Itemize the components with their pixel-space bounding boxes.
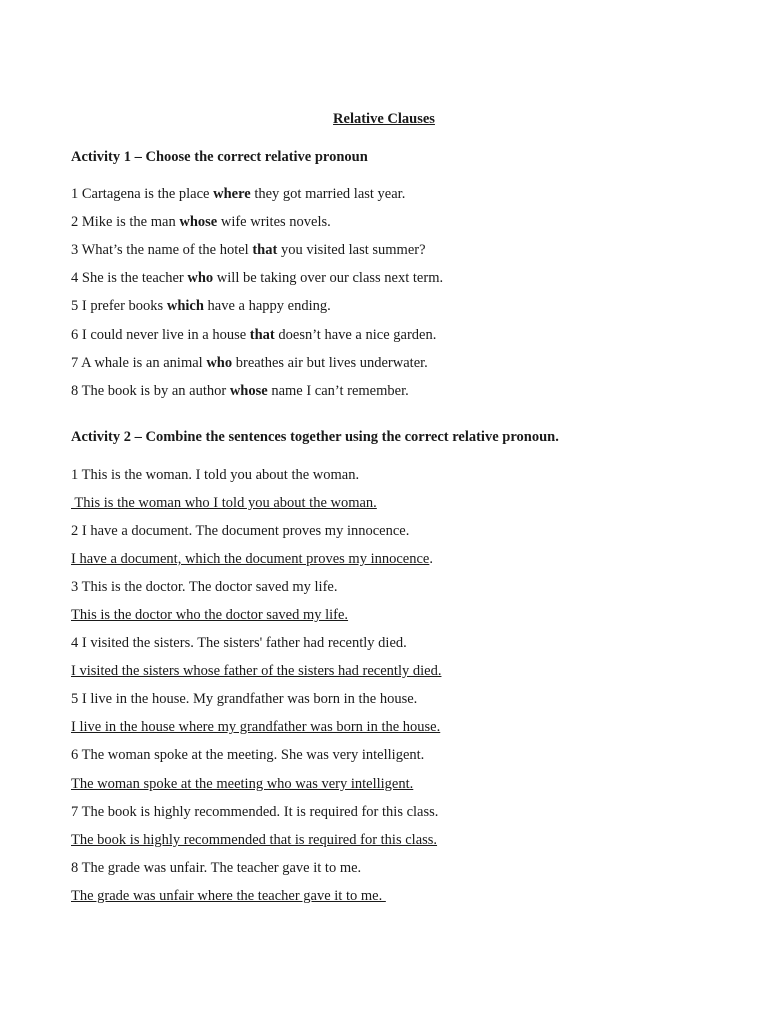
item-text: have a happy ending. xyxy=(203,298,331,314)
item-text: 3 What’s the name of the hotel xyxy=(71,242,253,258)
item-text: breathes air but lives underwater. xyxy=(232,355,428,371)
answer-tail: . xyxy=(429,551,433,567)
activity1-item xyxy=(71,185,405,203)
activity1-heading: Activity 1 – Choose the correct relative pronoun xyxy=(71,149,368,165)
answer-text: The woman spoke at the meeting who was very intelligent. xyxy=(71,776,414,792)
relative-pronoun: who xyxy=(187,270,214,286)
relative-pronoun: that xyxy=(249,327,275,343)
item-text: you visited last summer? xyxy=(277,242,426,258)
answer-text: I live in the house where my grandfather was born in the house. xyxy=(71,719,441,735)
item-text: 6 I could never live in a house xyxy=(71,327,250,343)
item-text: 5 I prefer books xyxy=(71,298,167,314)
activity2-answer xyxy=(71,494,377,512)
relative-pronoun: that xyxy=(252,242,278,258)
item-text: 4 She is the teacher xyxy=(71,270,188,286)
answer-text: The book is highly recommended that is required for this class. xyxy=(71,832,438,848)
item-text: wife writes novels. xyxy=(217,214,331,230)
answer-text: The grade was unfair where the teacher gave it to me. xyxy=(71,888,386,904)
activity2-prompt: 6 The woman spoke at the meeting. She was very intelligent. xyxy=(71,747,425,763)
item-text: doesn’t have a nice garden. xyxy=(274,327,437,343)
activity1-item xyxy=(71,241,426,259)
item-text: 1 Cartagena is the place xyxy=(71,186,214,202)
item-text: 8 The book is by an author xyxy=(71,383,230,399)
activity2-answer xyxy=(71,606,348,624)
answer-text: I visited the sisters whose father of the sisters had recently died. xyxy=(71,663,442,679)
activity2-prompt: 1 This is the woman. I told you about the woman. xyxy=(71,467,360,483)
answer-text: I have a document, which the document proves my innocence xyxy=(71,551,430,567)
activity2-prompt: 5 I live in the house. My grandfather was born in the house. xyxy=(71,691,418,707)
activity2-prompt: 4 I visited the sisters. The sisters' father had recently died. xyxy=(71,635,407,651)
answer-text: This is the doctor who the doctor saved my life. xyxy=(71,607,349,623)
item-text: will be taking over our class next term. xyxy=(213,270,444,286)
relative-pronoun: whose xyxy=(229,383,268,399)
item-text: 2 Mike is the man xyxy=(71,214,180,230)
answer-text: This is the woman who I told you about the woman. xyxy=(71,495,377,511)
relative-pronoun: who xyxy=(206,355,233,371)
activity1-item xyxy=(71,297,331,315)
activity2-answer xyxy=(71,718,440,736)
item-text: 7 A whale is an animal xyxy=(71,355,207,371)
activity2-answer xyxy=(71,887,386,905)
activity2-answer xyxy=(71,662,441,680)
item-text: name I can’t remember. xyxy=(267,383,409,399)
activity2-prompt: 8 The grade was unfair. The teacher gave it to me. xyxy=(71,860,362,876)
activity2-answer xyxy=(71,831,437,849)
activity1-item xyxy=(71,382,409,400)
activity1-item xyxy=(71,326,436,344)
document-title-text: Relative Clauses xyxy=(333,111,435,127)
activity2-prompt: 2 I have a document. The document proves my innocence. xyxy=(71,523,410,539)
activity1-item xyxy=(71,269,443,287)
activity1-item xyxy=(71,354,428,372)
document-title xyxy=(0,110,768,128)
activity2-answer xyxy=(71,775,413,793)
relative-pronoun: where xyxy=(213,186,251,202)
activity2-prompt: 3 This is the doctor. The doctor saved my life. xyxy=(71,579,338,595)
item-text: they got married last year. xyxy=(250,186,406,202)
activity2-heading: Activity 2 – Combine the sentences together using the correct relative pronoun. xyxy=(71,429,559,445)
activity2-prompt: 7 The book is highly recommended. It is required for this class. xyxy=(71,804,439,820)
activity1-item xyxy=(71,213,331,231)
relative-pronoun: which xyxy=(166,298,204,314)
activity2-answer xyxy=(71,550,433,568)
relative-pronoun: whose xyxy=(179,214,218,230)
